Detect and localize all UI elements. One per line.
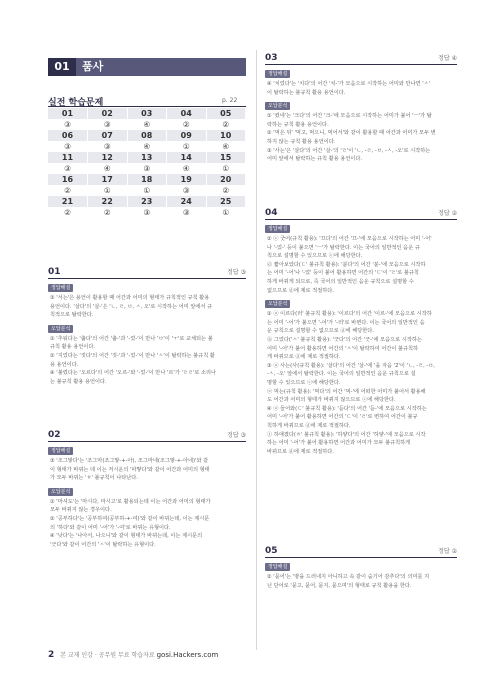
explanation-line: 용 용언이다. (50, 361, 79, 368)
question-number: 03 (265, 53, 278, 63)
answer-cell: ④ (167, 163, 207, 174)
explanation-line: ① '컸네'는 '크다'의 어간 '크-'에 모음으로 시작하는 어미가 붙어 'ㅡ'가 탈 (267, 113, 432, 120)
answer-cell: ③ (167, 207, 207, 218)
question-number-cell: 23 (127, 196, 167, 207)
question-answer: 정답 ③ (227, 432, 246, 439)
question-number-cell: 10 (206, 130, 246, 141)
answer-table-answer-row (48, 141, 246, 152)
question-number: 02 (48, 430, 61, 440)
question-number-cell: 11 (48, 152, 88, 163)
explanation-line: ④ '불렀다는 '오르다'의 어간 '오르-'와 '-었-'이 만나 '르'가 'ㄹㄹ'로 소리나 (50, 370, 217, 377)
footer-site: gosi.Hackers.com (156, 651, 219, 659)
correct-explanation-tag: 정답해설 (48, 447, 73, 455)
explanation-line: ④ '치었다'는 '치다'의 어간 '치-'가 모음으로 시작하는 어미와 만나면 'ㅅ' (267, 81, 431, 87)
question-answer: 정답 ② (438, 210, 457, 217)
answer-cell: ② (206, 119, 246, 130)
answer-cell: ③ (48, 163, 88, 174)
explanation-line: -ㅅ, -오' 앞에서 탈락한다. 이는 국어의 일반적인 음운 규칙으로 설 (267, 371, 416, 378)
question-number: 01 (48, 267, 61, 277)
explanation-line: 운 규칙으로 설명할 수 없으므로 ⓓ에 해당한다. (267, 328, 374, 335)
question-number-cell: 01 (48, 108, 88, 119)
page-number: 2 (48, 650, 55, 660)
answer-table-question-row (48, 174, 246, 185)
question-header (48, 427, 246, 442)
question-number-cell: 21 (48, 196, 88, 207)
correct-explanation-tag: 정답해설 (265, 70, 290, 78)
wrong-analysis-tag: 오답분석 (48, 488, 73, 496)
answer-cell: ③ (88, 119, 128, 130)
explanation-line: 하게 바뀌게 되므로, 즉 국어의 일반적인 음운 규칙으로 설명할 수 (267, 279, 414, 285)
explanation-line: ② '공부하다'는 '공부하여(공부하-+-여)'와 같이 바뀌는데, 이는 제시문 (50, 516, 210, 522)
explanation-line: ② '먹은 뒤' '먹고, 먹으니, 먹어서'와 같이 활용할 때 어간과 어미가 모두 변 (267, 130, 436, 137)
question-number-cell: 12 (88, 152, 128, 163)
question-header (265, 543, 457, 558)
explanation-line: 는 어미 '-어'가 붙으면 '-어'가 '-러'로 바뀐다. 이는 국어의 일반적인 음 (267, 319, 425, 326)
explanation-line: 어미 '-어'가 붙어 활용하면 어간의 'ㅅ'이 탈락하여 어간이 불규칙하 (267, 345, 419, 352)
answer-cell: ① (88, 185, 128, 196)
explanation-line: 하는 어미 '-어'가 붙어 활용하면 어간과 어미가 모두 불규칙하게 (267, 440, 411, 447)
question-number-cell: 05 (206, 108, 246, 119)
explanation-line: ② '지었다는 '짓다'의 어간 '짓-'과 '-었-'이 만나 'ㅅ'이 탈락하는 불규칙 활 (50, 353, 215, 359)
explanation-line: ② ⓒ 굿어(규칙 활용): '끄다'의 어간 '끄-'에 모음으로 시작하는 어미 '-어' (267, 236, 432, 242)
question-number-cell: 07 (88, 130, 128, 141)
explanation-line: 칙으로 설명할 수 있으므로 ⓒ에 해당한다. (267, 253, 363, 260)
explanation-line: 이 형태가 바뀌는 데 이는 저시운의 '파랗다'와 같이 어간과 어미의 형태 (50, 466, 210, 473)
question-number-cell: 06 (48, 130, 88, 141)
question-header (48, 264, 246, 279)
question-number-cell: 25 (206, 196, 246, 207)
explanation-line: 규칙 활용 용언이다. (50, 344, 96, 351)
answer-cell: ③ (48, 141, 88, 152)
question-number-cell: 22 (88, 196, 128, 207)
answer-cell: ② (48, 207, 88, 218)
explanation-line: 닌 단어로 '묻고, 묻어, 묻지, 묻으며'의 형태로 규칙 활용을 한다. (267, 582, 412, 589)
explanation-line: ① '마셔도'는 '마시다, 마시고'로 활용되는데 이는 어간과 어미의 형태가 (50, 498, 211, 505)
explanation-line: 어미 앞에서 탈락하는 규칙 활용 용언이다. (267, 156, 363, 163)
explanation-line: ③ '조그맣다'는 '조그마(조그맣-+-아), 조그마네(조그맣-+-아네)'와 같 (50, 458, 209, 464)
answer-table-answer-row (48, 207, 246, 218)
question-answer: 정답 ④ (438, 55, 457, 62)
question-number-cell: 14 (167, 152, 207, 163)
explanation-line: 바뀌므로 ⓓ에 제로 적절하다. (267, 448, 334, 455)
question-number-cell: 09 (167, 130, 207, 141)
chapter-number: 01 (48, 58, 76, 76)
explanation-line: ⓕ 하얘졌다(ㅎ' 불규칙 활용): '하얗다'의 어간 '하얗-'에 모음으로 시작 (267, 431, 426, 438)
footer-text: 본 교재 인강 · 공무원 무료 학습자료 (60, 652, 155, 659)
explanation-line: 도 어간과 어미의 형태가 바뀌지 않으므로 ⓒ에 해당한다. (267, 397, 396, 404)
explanation-line: ③ '사는'은 '살다'의 어간 '살-'의 'ㄹ'이 'ㄴ, -ㄹ, -ㅂ, -ㅅ, -오'로 시작하는 (267, 147, 431, 154)
chapter-banner (48, 58, 246, 76)
answer-table-answer-row (48, 185, 246, 196)
explanation-line: ① '추워다는 '춥다'의 어간 '춥-'과 '-었-'이 만나 'ㅂ'이 'ㅜ'로 교체되는 불 (50, 335, 213, 342)
question-answer: 정답 ③ (227, 269, 246, 276)
correct-explanation-tag: 정답해설 (265, 225, 290, 233)
answer-cell: ③ (48, 119, 88, 130)
answer-cell: ④ (127, 119, 167, 130)
explanation-line: 칙하게 바뀌므로 ⓓ에 제로 적절하다. (267, 423, 351, 429)
question-number-cell: 24 (167, 196, 207, 207)
wrong-analysis-tag: 오답분석 (48, 325, 73, 333)
correct-explanation-tag: 정답해설 (48, 284, 73, 292)
answer-table-question-row (48, 130, 246, 141)
answer-cell: ④ (88, 163, 128, 174)
question-number-cell: 15 (206, 152, 246, 163)
explanation-line: 하지 않는 규칙 활용 용언이다. (267, 139, 336, 145)
question-number-cell: 17 (88, 174, 128, 185)
answer-cell: ① (167, 141, 207, 152)
question-header (265, 205, 457, 220)
answer-table-question-row (48, 196, 246, 207)
answer-cell: ③ (167, 185, 207, 196)
explanation-line: 없으므로 ⓓ에 제로 적절하다. (267, 287, 334, 294)
answer-cell: ② (48, 185, 88, 196)
explanation-line: 명할 수 있으므로 ⓒ에 해당한다. (267, 380, 341, 386)
practice-title: 실전 학습문제 (48, 98, 104, 108)
explanation-line: 어미 '-어'가 붙어 활용하면 어간의 'ㄷ'이 'ㄹ'로 변하여 어간이 불규 (267, 414, 418, 421)
explanation-line: 용언이다. '살다'의 '살-'은 'ㄴ, ㄹ, ㅂ, ㅅ, 오'로 시작하는 어미 앞에서 규 (50, 303, 213, 310)
question-number-cell: 04 (167, 108, 207, 119)
answer-cell: ② (88, 207, 128, 218)
question-header (265, 50, 457, 65)
question-number: 05 (265, 546, 278, 556)
answer-cell: ③ (88, 141, 128, 152)
question-number-cell: 03 (127, 108, 167, 119)
explanation-line: 칙적으로 탈락한다. (50, 312, 94, 319)
explanation-line: '긋다'와 같이 어간의 'ㅅ'이 탈락하는 유형이다. (50, 541, 156, 548)
practice-page-ref: p. 22 (222, 97, 238, 104)
question-answer: 정답 ② (438, 548, 457, 555)
explanation-line: 는 어미 '-어'나 '-었' 등이 붙어 활용하면 어간의 'ㄷ'이 'ㄹ'로 불규칙 (267, 270, 419, 277)
answer-table-answer-row (48, 119, 246, 130)
question-number-cell: 13 (127, 152, 167, 163)
explanation-line: 락하는 규칙 활용 용언이다. (267, 121, 329, 128)
explanation-line: 의 '하다'와 같이 어미 '-어'가 '-여'로 바뀌는 유형이다. (50, 524, 171, 531)
explanation-line: ① ⓐ 이르다(러' 불규칙 활용): '이르다'의 어간 '이르-'에 모음으로 시작하 (267, 311, 432, 318)
answer-table (48, 108, 246, 218)
question-number-cell: 18 (127, 174, 167, 185)
practice-rule (48, 106, 246, 107)
answer-cell: ① (127, 185, 167, 196)
column-divider (256, 50, 257, 650)
explanation-line: ③ '서는'은 용언이 활용할 때 어간과 어미의 형태가 규칙적인 규칙 활용 (50, 295, 210, 301)
question-number-cell: 20 (206, 174, 246, 185)
answer-cell: ④ (127, 141, 167, 152)
explanation-line: 가 모두 바뀌는 'ㅎ' 불규칙이 나타난다. (50, 475, 138, 482)
question-number-cell: 19 (167, 174, 207, 185)
explanation-line: ② '묻어'는 '땅을 드러내지 아니하고 속 같이 숨기어 감추다'의 의미를 지 (267, 574, 430, 580)
explanation-line: ④ '낫다'는 '나아서, 나으니'와 같이 형태가 바뀌는데, 이는 제시문의 (50, 533, 203, 540)
answer-cell: ③ (127, 163, 167, 174)
explanation-line: ⓔ 먹는(규칙 활용): '먹다'의 어간 '먹-'에 어떠한 어미가 붙어서 활용해 (267, 388, 426, 395)
question-number: 04 (265, 208, 278, 218)
wrong-analysis-tag: 오답분석 (265, 300, 290, 308)
explanation-line: ⓑ 그었다('ㅅ' 불규칙 활용): '긋다'의 어간 '긋-'에 모음으로 시작하는 (267, 337, 422, 343)
explanation-line: ⓓ 짧아보았다(ㄷ' 불규칙 활용): '붇다'의 어간 '붇-'에 모음으로 시작하 (267, 261, 426, 268)
correct-explanation-tag: 정답해설 (265, 563, 290, 571)
question-number-cell: 16 (48, 174, 88, 185)
page-footer (48, 650, 218, 660)
answer-cell: ③ (127, 207, 167, 218)
chapter-title: 품사 (82, 60, 104, 73)
answer-cell: ① (206, 207, 246, 218)
wrong-analysis-tag: 오답분석 (265, 102, 290, 110)
answer-table-answer-row (48, 163, 246, 174)
explanation-line: 이 탈락하는 불규칙 활용 용언이다. (267, 89, 346, 96)
explanation-line: 는 불규칙 활용 용언이다. (50, 378, 107, 385)
explanation-line: 나 '-었-' 등이 붙으면 'ㅡ'가 탈락한다. 이는 국어의 일반적인 음운 규 (267, 244, 420, 251)
answer-cell: ② (206, 185, 246, 196)
question-number-cell: 02 (88, 108, 128, 119)
answer-cell: ① (206, 163, 246, 174)
explanation-line: ④ ⓐ 들어와(ㄷ' 불규칙 활용): '듣다'의 어간 '듣-'에 모음으로 시작하는 (267, 405, 427, 412)
answer-table-question-row (48, 108, 246, 119)
answer-cell: ② (167, 119, 207, 130)
explanation-line: 모두 바뀌지 않는 경우이다. (50, 507, 112, 514)
explanation-line: ③ ⓐ 사는(사(규칙 활용): '살다'의 어간 '살-'에 '을 자음 '2'이 'ㄴ, -ㄹ, -ㅂ, (267, 362, 435, 369)
answer-cell: ④ (206, 141, 246, 152)
explanation-line: 게 바뀌므로 ⓓ에 제로 적절하다. (267, 354, 341, 361)
answer-table-question-row (48, 152, 246, 163)
question-number-cell: 08 (127, 130, 167, 141)
